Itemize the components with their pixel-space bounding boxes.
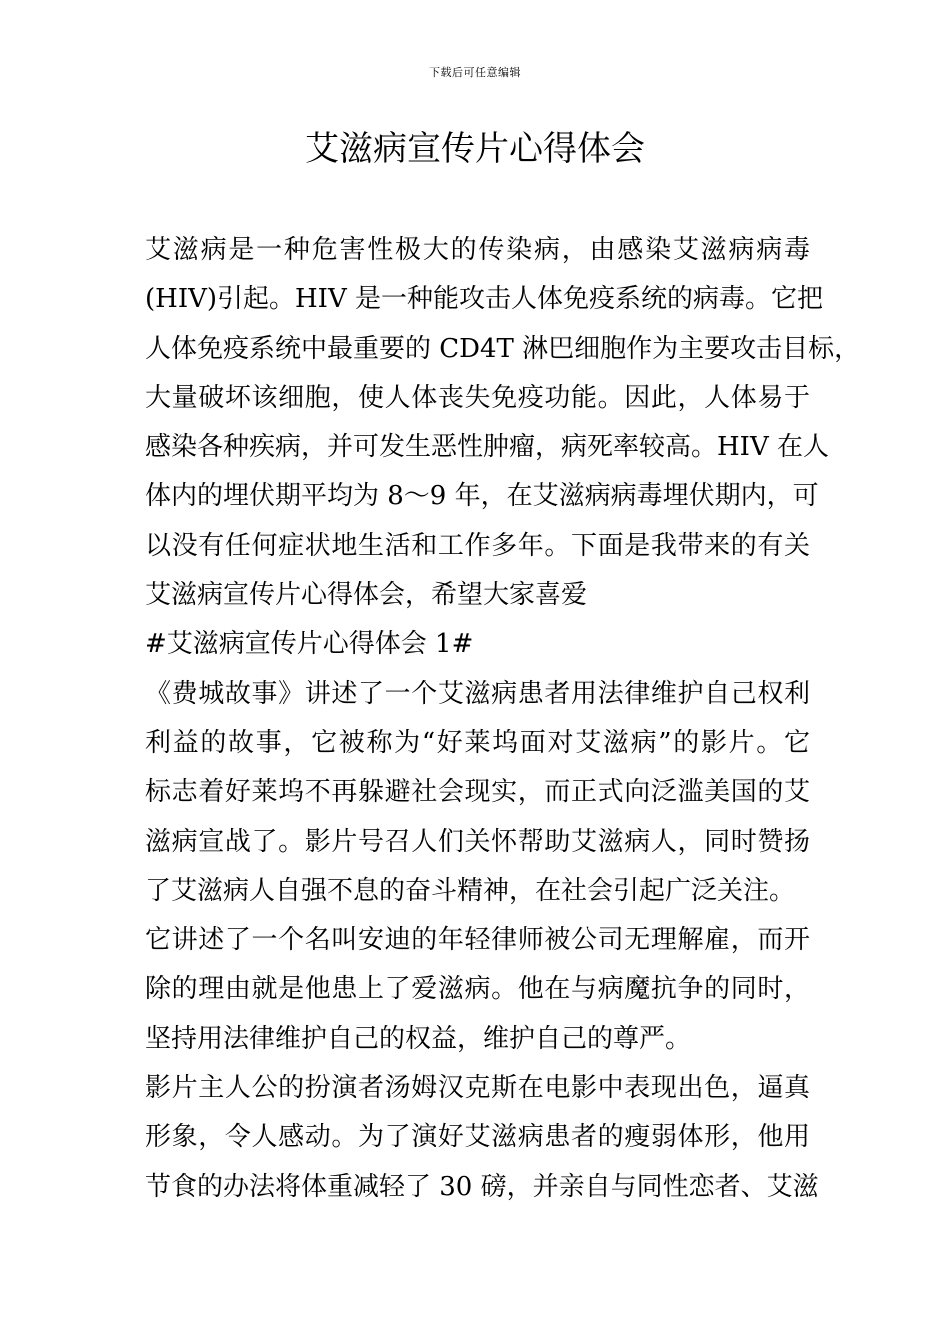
text-line: 了艾滋病人自强不息的奋斗精神，在社会引起广泛关注。	[145, 875, 796, 906]
document-title: 艾滋病宣传片心得体会	[305, 129, 645, 169]
text-line: 大量破坏该细胞，使人体丧失免疫功能。因此，人体易于	[145, 382, 810, 413]
header-note: 下载后可任意编辑	[429, 66, 521, 79]
text-line: 形象，令人感动。为了演好艾滋病患者的瘦弱体形，他用	[145, 1122, 810, 1153]
text-line: (HIV)引起。HIV 是一种能攻击人体免疫系统的病毒。它把	[145, 284, 823, 315]
text-line: 艾滋病宣传片心得体会，希望大家喜爱	[145, 580, 588, 611]
text-line: 以没有任何症状地生活和工作多年。下面是我带来的有关	[145, 530, 810, 561]
text-line: 利益的故事，它被称为“好莱坞面对艾滋病”的影片。它	[145, 727, 810, 758]
text-line: 除的理由就是他患上了爱滋病。他在与病魔抗争的同时，	[145, 974, 810, 1005]
text-line: 感染各种疾病，并可发生恶性肿瘤，病死率较高。HIV 在人	[145, 432, 829, 463]
text-line: 它讲述了一个名叫安迪的年轻律师被公司无理解雇，而开	[145, 925, 810, 956]
body-text	[145, 226, 861, 1212]
text-line: 节食的办法将体重减轻了 30 磅，并亲自与同性恋者、艾滋	[145, 1171, 819, 1202]
text-line: 标志着好莱坞不再躲避社会现实，而正式向泛滥美国的艾	[145, 777, 810, 808]
text-line: 《费城故事》讲述了一个艾滋病患者用法律维护自己权利	[145, 678, 810, 709]
text-line: 体内的埋伏期平均为 8～9 年，在艾滋病病毒埋伏期内，可	[145, 481, 819, 512]
text-line: 坚持用法律维护自己的权益，维护自己的尊严。	[145, 1023, 692, 1054]
text-line: 人体免疫系统中最重要的 CD4T 淋巴细胞作为主要攻击目标，	[145, 333, 861, 364]
text-line: 滋病宣战了。影片号召人们关怀帮助艾滋病人，同时赞扬	[145, 826, 810, 857]
text-line: 影片主人公的扮演者汤姆汉克斯在电影中表现出色，逼真	[145, 1073, 810, 1104]
text-line: 艾滋病是一种危害性极大的传染病，由感染艾滋病病毒	[145, 235, 810, 265]
text-line: #艾滋病宣传片心得体会 1#	[145, 629, 474, 660]
